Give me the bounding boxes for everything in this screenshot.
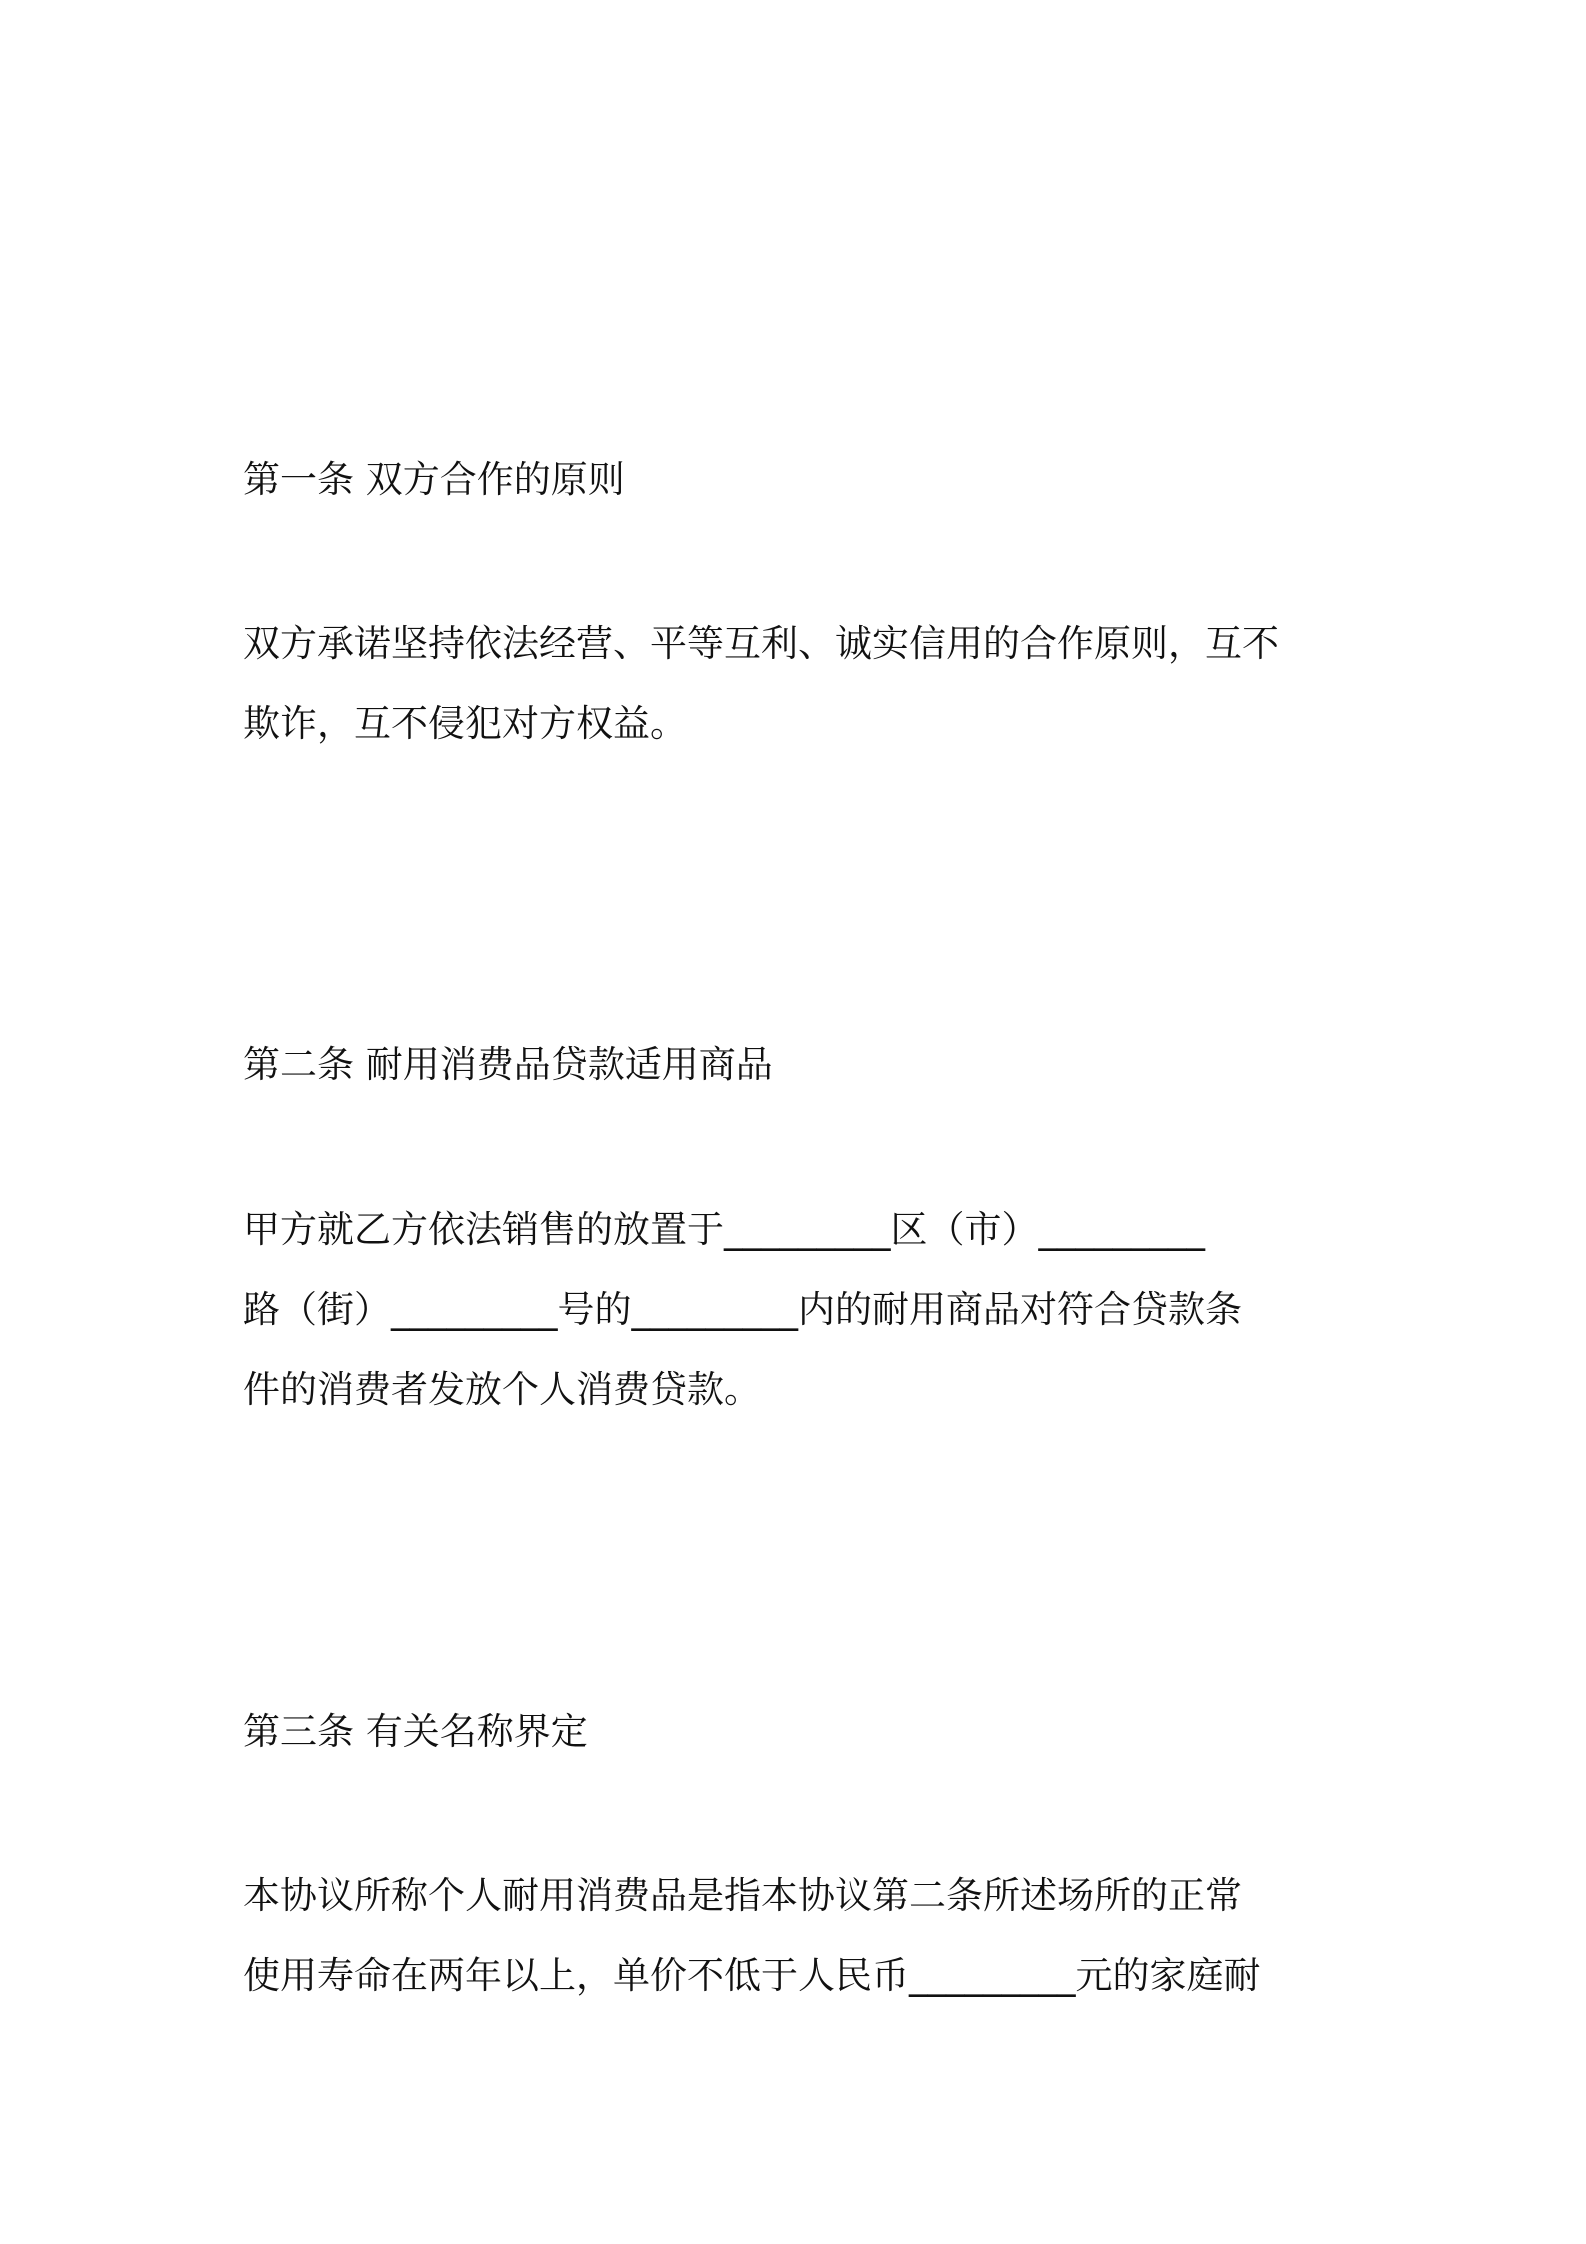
article-2-paragraph [243,1190,1353,1430]
article-2-line-1: 甲方就乙方依法销售的放置于_________区（市）_________ [243,1208,1205,1251]
article-1-heading: 第一条 双方合作的原则 [243,458,625,501]
article-2-line-3: 件的消费者发放个人消费贷款。 [243,1368,761,1411]
article-2-heading: 第二条 耐用消费品贷款适用商品 [243,1043,773,1086]
article-3-line-2: 使用寿命在两年以上，单价不低于人民币_________元的家庭耐 [243,1954,1261,1997]
article-1-paragraph [243,604,1353,764]
article-3-paragraph [243,1856,1353,2016]
article-1-line-1: 双方承诺坚持依法经营、平等互利、诚实信用的合作原则，互不 [243,622,1279,665]
article-2-line-2: 路（街）_________号的_________内的耐用商品对符合贷款条 [243,1288,1242,1331]
article-3-line-1: 本协议所称个人耐用消费品是指本协议第二条所述场所的正常 [243,1874,1242,1917]
article-1-line-2: 欺诈，互不侵犯对方权益。 [243,702,687,745]
article-3-heading: 第三条 有关名称界定 [243,1710,588,1753]
